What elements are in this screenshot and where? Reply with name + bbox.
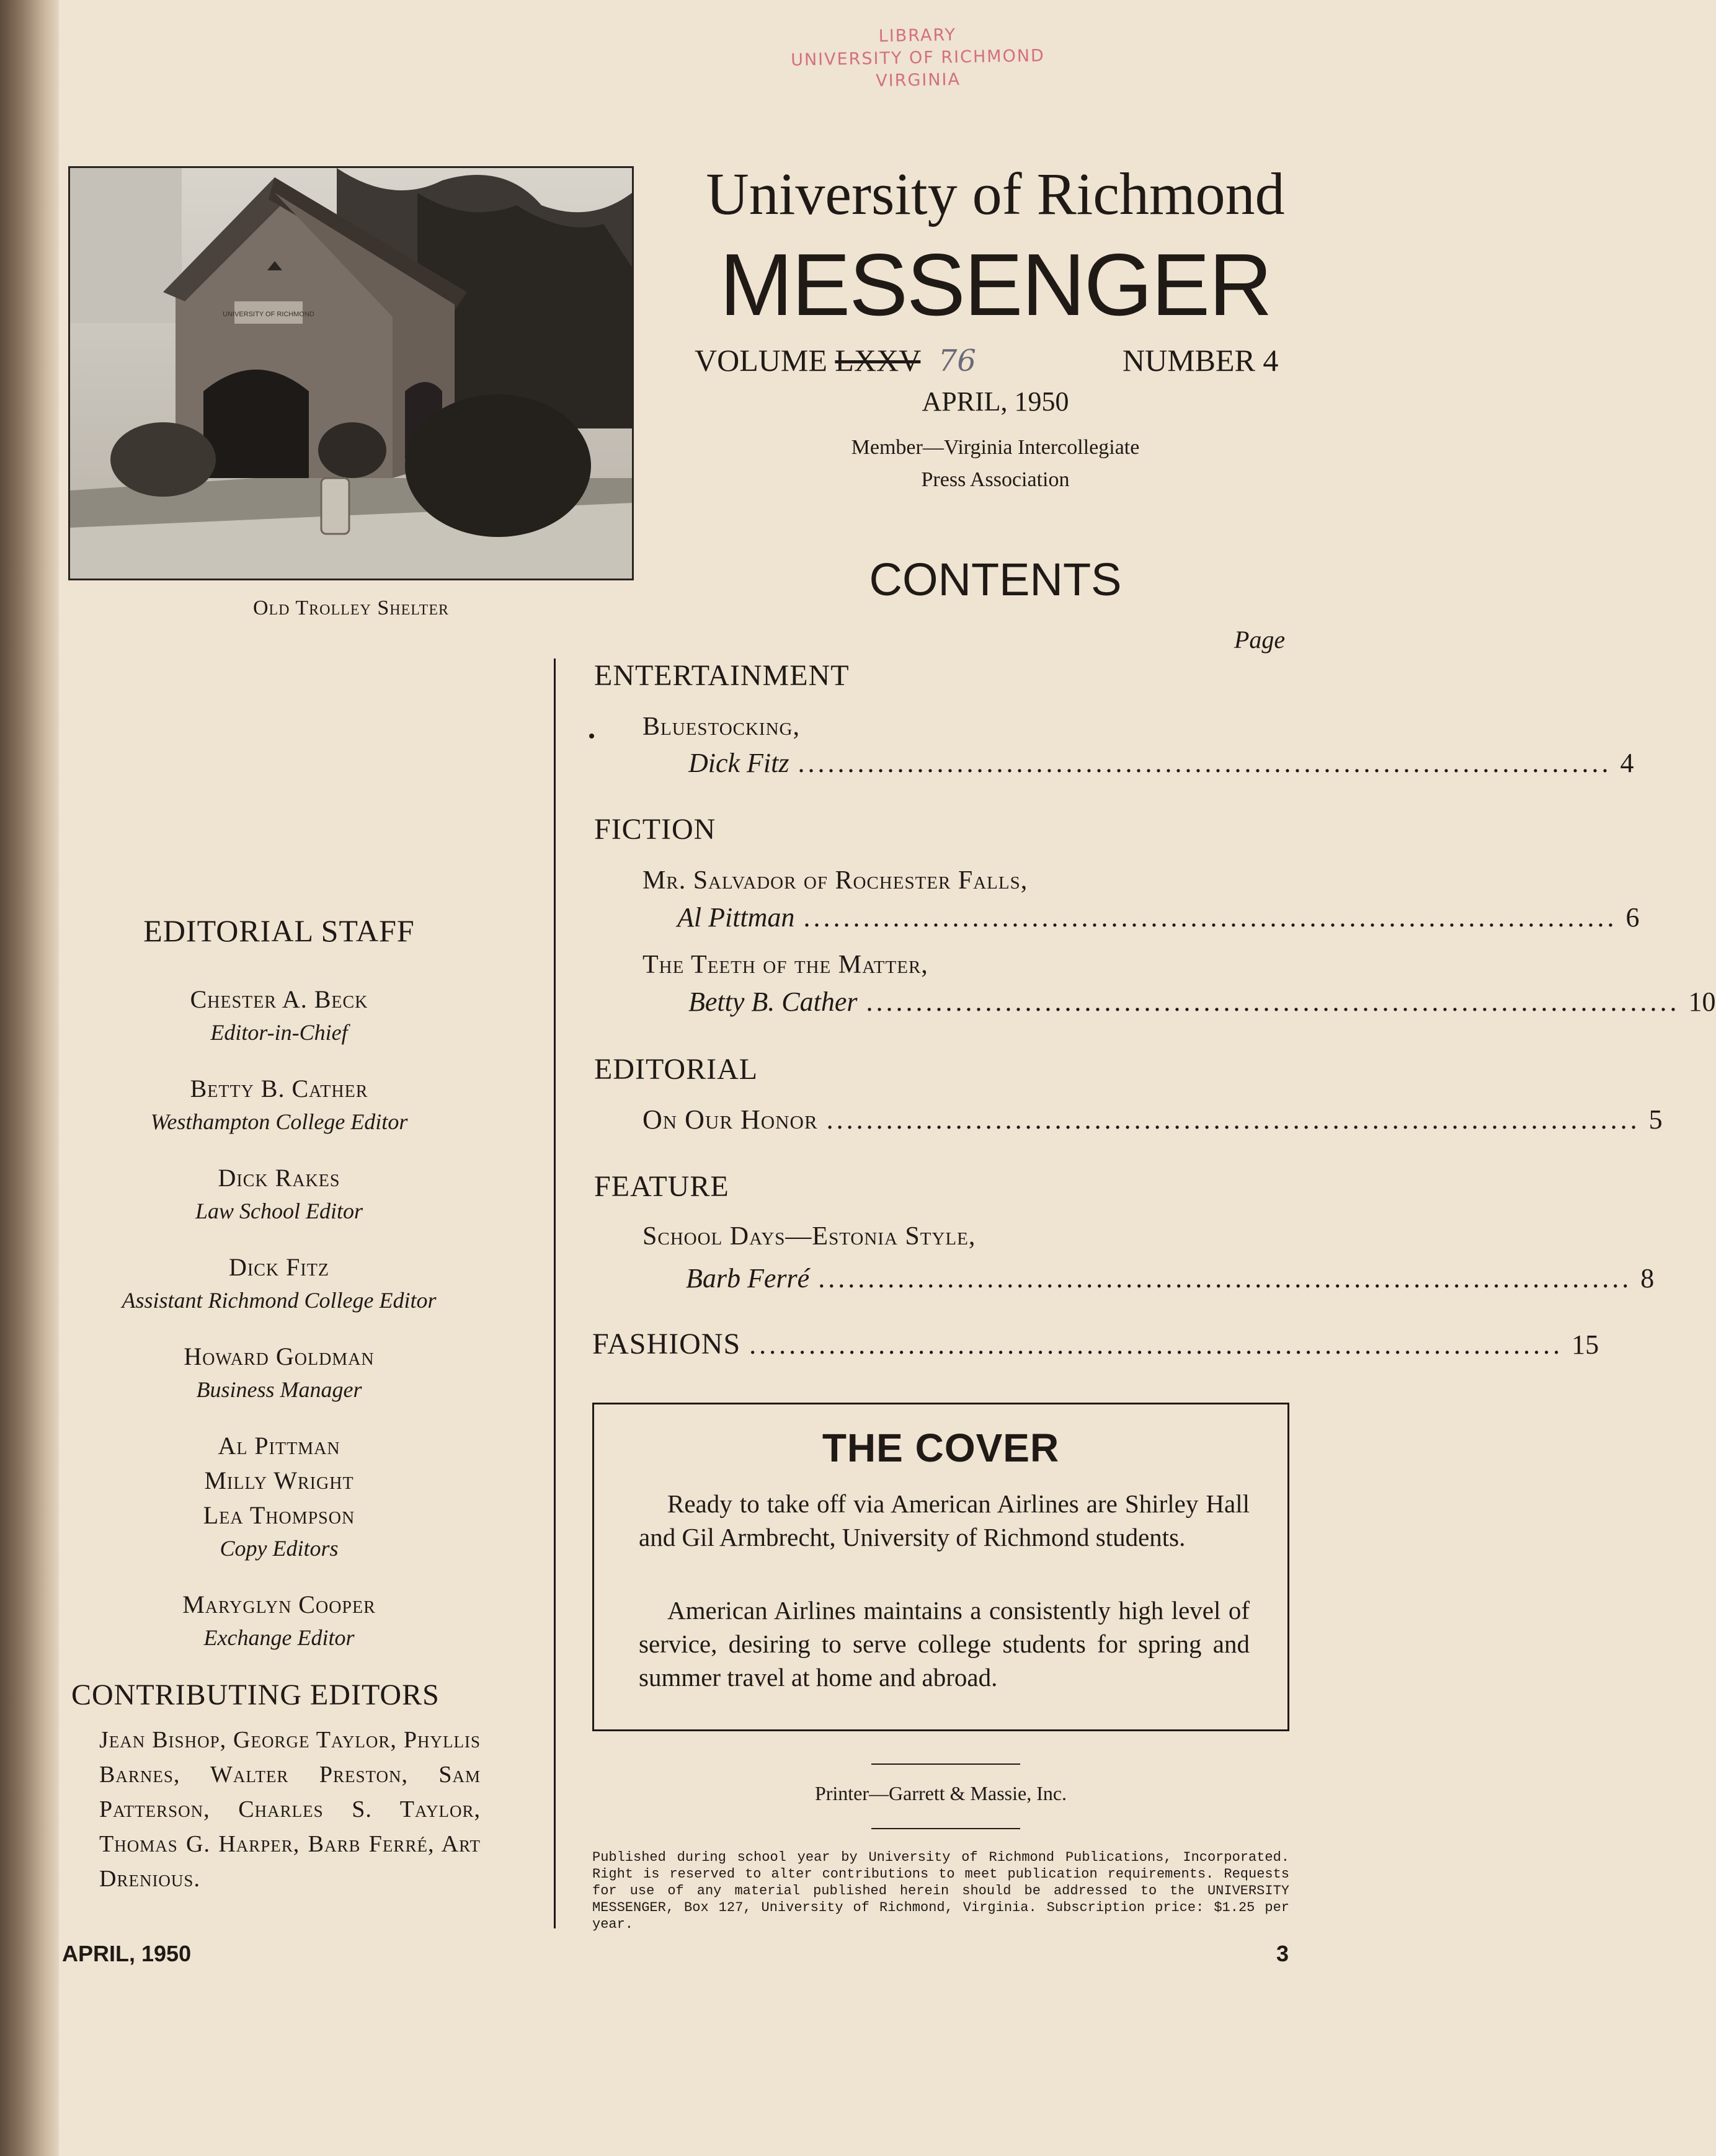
article-title: School Days—Estonia Style,: [642, 1222, 976, 1251]
section-entertainment: ENTERTAINMENT: [594, 659, 850, 692]
footer-page-number: 3: [1276, 1941, 1289, 1966]
staff-name: Al Pittman: [218, 1432, 340, 1460]
magazine-title: MESSENGER: [719, 236, 1271, 334]
staff-entry: [68, 1071, 490, 1137]
contents-heading: CONTENTS: [869, 554, 1122, 605]
cover-paragraph-1: Ready to take off via American Airlines are Shirley Hall and Gil Armbrecht, University of Richmond students.: [639, 1489, 1250, 1551]
page-number: 6: [1625, 902, 1640, 933]
publication-note: Published during school year by University of Richmond Publications, Incorporated. Right is reserved to alter contributions to meet publication requirements. Requests for use of any material published herein should be addressed to the UNIVERSITY MESSENGER, Box 127, University of Richmond, Virginia. Subscription price: $1.25 per year.: [592, 1850, 1289, 1932]
stray-dot: [589, 734, 594, 739]
staff-role: Law School Editor: [195, 1199, 363, 1223]
staff-name: Betty B. Cather: [190, 1075, 368, 1102]
staff-entry: [68, 1339, 490, 1405]
volume-line: [695, 342, 976, 378]
staff-role: Westhampton College Editor: [150, 1109, 408, 1134]
trolley-shelter-photo: [68, 166, 634, 580]
staff-name: Chester A. Beck: [190, 985, 368, 1013]
dot-leader: ..................................................................................: [803, 902, 1617, 933]
toc-entry[interactable]: [677, 902, 1640, 933]
article-title: The Teeth of the Matter,: [642, 951, 928, 979]
volume-label: VOLUME: [695, 343, 827, 378]
staff-entry: [68, 1429, 490, 1564]
staff-entry: [68, 1250, 490, 1316]
article-author: Al Pittman: [677, 902, 795, 933]
contributing-editors-list: Jean Bishop, George Taylor, Phyllis Barnes, Walter Preston, Sam Patterson, Charles S. Taylor, Thomas G. Harper, Barb Ferré, Art Drenious.: [99, 1727, 481, 1892]
membership-note: [645, 432, 1346, 496]
dot-leader: ..................................................................................: [826, 1104, 1640, 1135]
university-name: University of Richmond: [706, 161, 1285, 227]
staff-name: Milly Wright: [204, 1466, 354, 1494]
staff-role: Editor-in-Chief: [210, 1020, 348, 1045]
divider-rule: [871, 1828, 1020, 1829]
section-editorial: EDITORIAL: [594, 1053, 758, 1086]
article-title: Bluestocking,: [642, 712, 800, 741]
staff-role: Copy Editors: [220, 1536, 339, 1561]
volume-printed: LXXV: [835, 343, 921, 378]
section-fiction: FICTION: [594, 813, 716, 846]
article-author: Dick Fitz: [688, 748, 789, 778]
toc-entry[interactable]: [686, 1262, 1655, 1294]
page-number: 10: [1688, 987, 1716, 1017]
staff-name: Lea Thompson: [203, 1501, 355, 1529]
staff-name: Dick Fitz: [229, 1253, 329, 1281]
page-number: 4: [1620, 748, 1634, 778]
staff-entry: [68, 982, 490, 1048]
contributing-editors-heading: CONTRIBUTING EDITORS: [71, 1679, 440, 1711]
toc-entry[interactable]: [592, 1327, 1599, 1361]
member-line-1: Member—Virginia Intercollegiate: [851, 436, 1140, 459]
divider-rule: [871, 1763, 1020, 1765]
cover-heading: THE COVER: [822, 1426, 1060, 1470]
toc-entry[interactable]: [688, 747, 1634, 779]
article-author: Betty B. Cather: [688, 987, 858, 1017]
toc-entry[interactable]: [688, 986, 1716, 1018]
dot-leader: ..................................................................................: [818, 1263, 1632, 1293]
member-line-2: Press Association: [921, 468, 1070, 491]
shelter-sign-text: UNIVERSITY OF RICHMOND: [223, 311, 314, 318]
article-title: Mr. Salvador of Rochester Falls,: [642, 866, 1028, 895]
issue-number: NUMBER 4: [1123, 343, 1279, 378]
article-title: On Our Honor: [642, 1104, 818, 1135]
photo-caption: Old Trolley Shelter: [252, 597, 450, 619]
staff-role: Business Manager: [196, 1377, 362, 1402]
staff-name: Dick Rakes: [218, 1164, 340, 1192]
stamp-line-1: LIBRARY: [878, 25, 957, 47]
section-fashions: FASHIONS: [592, 1328, 741, 1360]
staff-entry: [68, 1161, 490, 1227]
page-number: 8: [1640, 1263, 1655, 1293]
dot-leader: ..................................................................................: [798, 748, 1612, 778]
dot-leader: ..................................................................................: [749, 1329, 1563, 1360]
page-number: 5: [1648, 1104, 1663, 1135]
staff-name: Maryglyn Cooper: [182, 1590, 376, 1618]
footer-date: APRIL, 1950: [62, 1941, 192, 1966]
issue-date: APRIL, 1950: [922, 386, 1069, 417]
article-author: Barb Ferré: [686, 1263, 810, 1293]
volume-handwritten-correction: 76: [938, 344, 976, 378]
toc-entry[interactable]: [642, 1104, 1663, 1135]
stamp-line-3: VIRGINIA: [876, 69, 961, 91]
cover-paragraph-2: American Airlines maintains a consistently high level of service, desiring to serve college students for spring and summer travel at home and abroad.: [639, 1596, 1250, 1692]
stamp-line-2: UNIVERSITY OF RICHMOND: [790, 46, 1046, 70]
staff-role: Exchange Editor: [203, 1625, 355, 1650]
staff-name: Howard Goldman: [184, 1342, 375, 1370]
page-column-label: Page: [1234, 626, 1286, 654]
page-number: 15: [1572, 1329, 1599, 1360]
page-binding-shadow: [0, 0, 59, 2156]
staff-role: Assistant Richmond College Editor: [122, 1288, 437, 1313]
section-feature: FEATURE: [594, 1170, 729, 1203]
dot-leader: ..................................................................................: [866, 987, 1680, 1017]
library-stamp: [731, 22, 1105, 95]
editorial-staff-heading: EDITORIAL STAFF: [143, 913, 415, 948]
staff-entry: [68, 1587, 490, 1653]
column-divider: [554, 659, 556, 1928]
printer-credit: Printer—Garrett & Massie, Inc.: [814, 1782, 1067, 1804]
